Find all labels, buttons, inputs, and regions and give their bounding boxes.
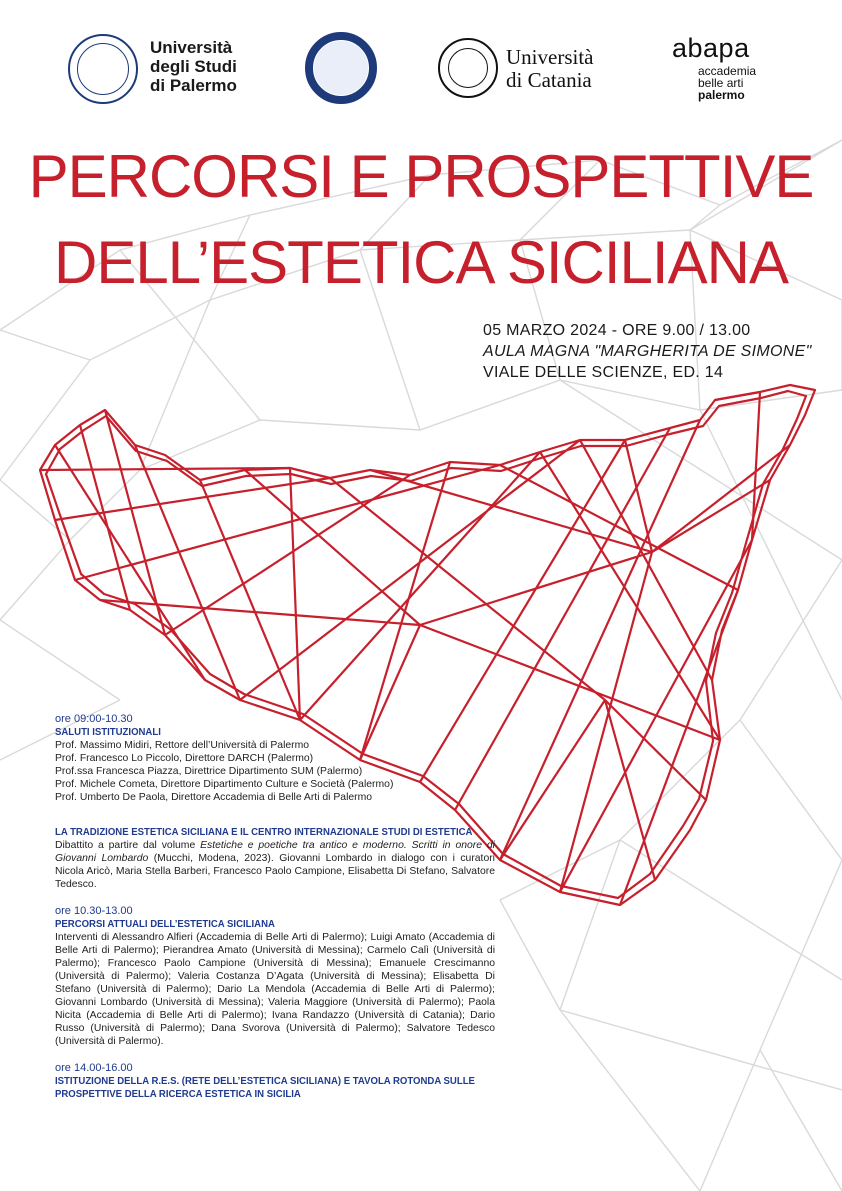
event-info xyxy=(483,320,812,383)
speaker-line: Prof.ssa Francesca Piazza, Direttrice Dipartimento SUM (Palermo) xyxy=(55,766,363,777)
unict-seal-icon xyxy=(438,38,498,98)
section-text xyxy=(55,839,495,891)
section-title: LA TRADIZIONE ESTETICA SICILIANA E IL CENTRO INTERNAZIONALE STUDI DI ESTETICA xyxy=(55,827,473,838)
university-seal-icon xyxy=(305,32,377,104)
unict-name-line: Università xyxy=(506,45,594,69)
abapa-sub-line: belle arti xyxy=(698,76,744,90)
unipa-wordmark xyxy=(150,38,260,95)
unipa-seal-icon xyxy=(68,34,138,104)
abapa-sub-line: palermo xyxy=(698,88,745,102)
program-section-percorsi xyxy=(55,904,495,1048)
section-time: ore 10.30-13.00 xyxy=(55,905,133,917)
abapa-subtitle xyxy=(698,65,782,101)
main-title-line-2: DELL’ESTETICA SICILIANA xyxy=(54,229,788,296)
unict-logo xyxy=(438,38,598,102)
program-section-saluti xyxy=(55,712,495,804)
event-address: VIALE DELLE SCIENZE, ED. 14 xyxy=(483,364,724,381)
unict-wordmark xyxy=(506,46,593,92)
speaker-line: Prof. Umberto De Paola, Direttore Accademia di Belle Arti di Palermo xyxy=(55,792,373,803)
section-time: ore 14.00-16.00 xyxy=(55,1062,133,1074)
program xyxy=(55,712,495,1114)
event-date-time: 05 MARZO 2024 - ORE 9.00 / 13.00 xyxy=(483,322,751,339)
main-title-line-1: PERCORSI E PROSPETTIVE xyxy=(28,143,814,210)
unipa-name-line: di Palermo xyxy=(150,76,237,95)
section-title: SALUTI ISTITUZIONALI xyxy=(55,727,161,738)
section-text: Interventi di Alessandro Alfieri (Accademia di Belle Arti di Palermo); Luigi Amato (Accademia di Belle Arti di Palermo); Pierandrea Amato (Università di Messina); Carmelo Calì (Università di Palermo); Francesco Paolo Campione (Università di Messina); Emanuele Crescimanno (Università di Palermo); Valeria Costanza D’Agata (Università di Messina); Elisabetta Di Stefano (Università di Palermo); Dario La Mendola (Accademia di Belle Arti di Palermo); Giovanni Lombardo (Università di Messina); Valeria Maggiore (Università di Palermo); Paola Nicita (Accademia di Belle Arti di Palermo); Ivana Randazzo (Università di Catania); Dario Russo (Università di Palermo); Dana Svorova (Università di Palermo); Salvatore Tedesco (Università di Palermo). xyxy=(55,932,495,1047)
unipa-name-line: degli Studi xyxy=(150,57,237,76)
program-section-istituzione xyxy=(55,1061,495,1101)
book-title: Estetiche e poetiche tra antico e moderno. Scritti in onore di Giovanni Lombardo xyxy=(55,840,495,864)
section-text-part: (Mucchi, Modena, 2023). Giovanni Lombardo in dialogo con i curatori Nicola Aricò, Maria Stella Barberi, Francesco Paolo Campione, Elisabetta Di Stefano, Salvatore Tedesco. xyxy=(55,853,495,890)
speaker-line: Prof. Francesco Lo Piccolo, Direttore DARCH (Palermo) xyxy=(55,753,314,764)
program-section-tradizione xyxy=(55,826,495,891)
abapa-title: abapa xyxy=(672,33,750,63)
event-venue: AULA MAGNA "MARGHERITA DE SIMONE" xyxy=(483,343,812,360)
abapa-sub-line: accademia xyxy=(698,64,757,78)
section-title-line: PROSPETTIVE DELLA RICERCA ESTETICA IN SICILIA xyxy=(55,1089,301,1100)
abapa-logo xyxy=(672,34,782,101)
section-text-part: Dibattito a partire dal volume xyxy=(55,840,201,851)
logo-bar xyxy=(0,30,842,110)
section-title-line: ISTITUZIONE DELLA R.E.S. (RETE DELL’ESTETICA SICILIANA) E TAVOLA ROTONDA SULLE xyxy=(55,1076,475,1087)
unict-name-line: di Catania xyxy=(506,68,592,92)
section-title: PERCORSI ATTUALI DELL’ESTETICA SICILIANA xyxy=(55,919,275,930)
section-time: ore 09:00-10.30 xyxy=(55,713,133,725)
unipa-name-line: Università xyxy=(150,38,233,57)
speaker-line: Prof. Michele Cometa, Direttore Dipartimento Culture e Società (Palermo) xyxy=(55,779,394,790)
speaker-line: Prof. Massimo Midiri, Rettore dell’Università di Palermo xyxy=(55,740,310,751)
